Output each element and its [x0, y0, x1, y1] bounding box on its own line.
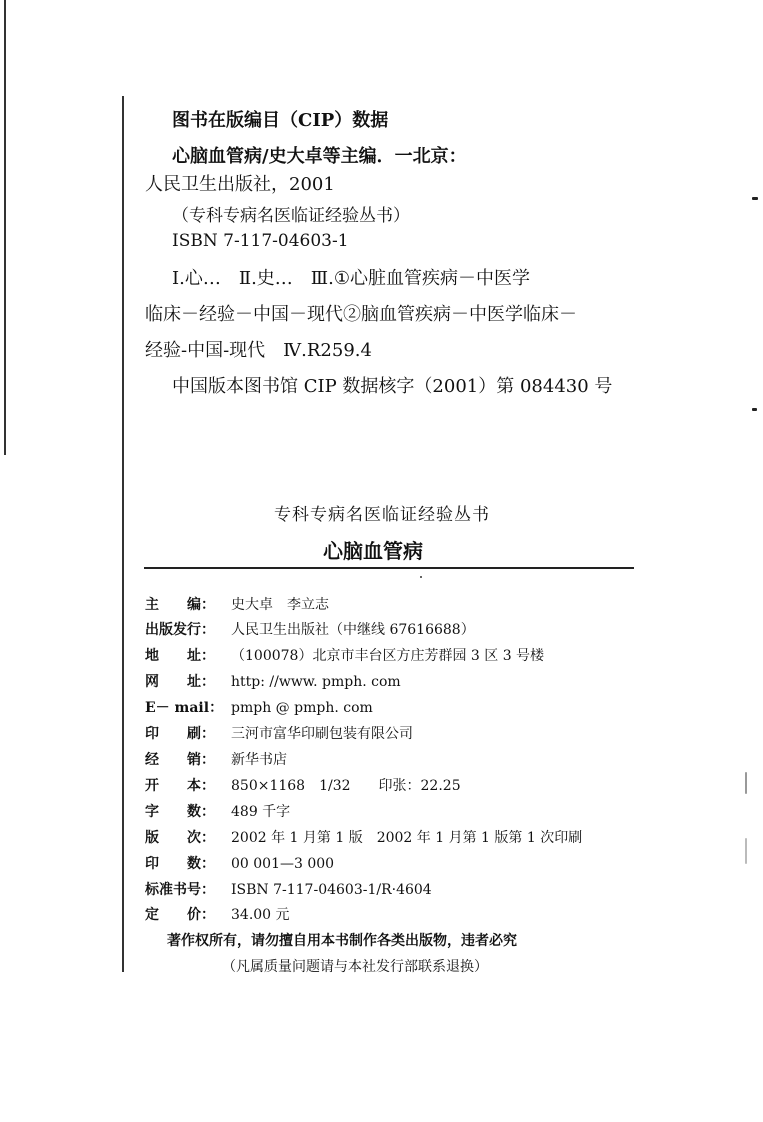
scan-speck [752, 408, 757, 411]
cip-line-4: ISBN 7-117-04603-1 [172, 231, 349, 251]
info-value: http: //www. pmph. com [231, 674, 401, 690]
copyright-notice: 著作权所有，请勿擅自用本书制作各类出版物，违者必究 [167, 933, 517, 949]
info-row-format [145, 775, 461, 795]
info-value: 新华书店 [231, 752, 287, 768]
book-title: 心脑血管病 [323, 539, 423, 563]
info-label: 印 刷： [145, 726, 215, 742]
info-value: 人民卫生出版社（中继线 67616688） [231, 622, 475, 638]
cip-line-8: 中国版本图书馆 CIP 数据核字（2001）第 084430 号 [172, 376, 613, 397]
info-row-isbn [145, 879, 432, 899]
info-label: 字 数： [145, 804, 215, 820]
cip-line-2: 人民卫生出版社，2001 [145, 174, 335, 195]
info-row-word-count [145, 801, 290, 821]
info-label: 标准书号： [145, 882, 215, 898]
cip-line-5: Ⅰ.心… Ⅱ.史… Ⅲ.①心脏血管疾病－中医学 [172, 268, 531, 289]
info-label: 经 销： [145, 752, 215, 768]
series-title: 专科专病名医临证经验丛书 [274, 505, 490, 525]
info-value: 00 001—3 000 [231, 856, 335, 872]
info-label: 开 本： [145, 778, 215, 794]
info-label: 印 数： [145, 856, 215, 872]
scan-speck [752, 197, 758, 200]
info-row-address [145, 645, 544, 665]
info-label: 网 址： [145, 674, 215, 690]
scan-speck [745, 772, 747, 794]
info-row-website [145, 671, 401, 691]
info-row-price [145, 904, 290, 924]
info-row-print-run [145, 853, 334, 873]
info-value: 2002 年 1 月第 1 版 2002 年 1 月第 1 版第 1 次印刷 [231, 830, 583, 846]
quality-notice: （凡属质量问题请与本社发行部联系退换） [222, 959, 488, 975]
info-label: 地 址： [145, 648, 215, 664]
info-row-publisher [145, 619, 475, 639]
divider-line [144, 567, 634, 569]
info-label: E－ mail： [145, 700, 224, 716]
info-value: 史大卓 李立志 [231, 597, 329, 613]
scan-speck [745, 838, 747, 864]
info-value: （100078）北京市丰台区方庄芳群园 3 区 3 号楼 [231, 648, 545, 664]
scan-edge-line [4, 0, 6, 455]
info-value: 三河市富华印刷包装有限公司 [231, 726, 413, 742]
info-row-printer [145, 723, 413, 743]
info-label: 版 次： [145, 830, 215, 846]
info-value: 34.00 元 [231, 907, 290, 923]
cip-line-1: 心脑血管病/史大卓等主编．一北京： [172, 146, 467, 167]
info-value: ISBN 7-117-04603-1/R·4604 [231, 882, 432, 898]
divider-mark [420, 576, 422, 578]
cip-line-7: 经验-中国-现代 Ⅳ.R259.4 [145, 340, 372, 361]
cip-heading: 图书在版编目（CIP）数据 [172, 110, 389, 131]
info-row-edition [145, 827, 582, 847]
info-row-distributor [145, 749, 287, 769]
cip-line-6: 临床－经验－中国－现代②脑血管疾病－中医学临床－ [145, 304, 577, 325]
info-label: 定 价： [145, 907, 215, 923]
info-label: 出版发行： [145, 622, 215, 638]
info-row-editor [145, 594, 329, 614]
info-value: 489 千字 [231, 804, 291, 820]
info-row-email [145, 697, 373, 717]
info-label: 主 编： [145, 597, 215, 613]
info-value: 850×1168 1/32 印张：22.25 [231, 778, 461, 794]
cip-line-3: （专科专病名医临证经验丛书） [172, 206, 410, 226]
info-value: pmph @ pmph. com [231, 700, 373, 716]
scan-margin-line [122, 96, 124, 972]
